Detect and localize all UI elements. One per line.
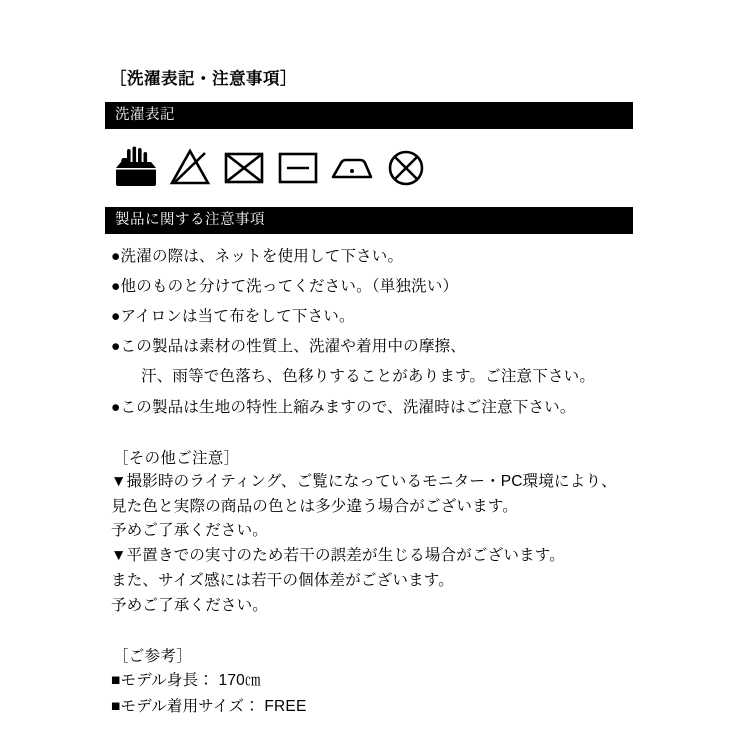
other-note-line: また、サイズ感には若干の個体差がございます。 (111, 571, 454, 589)
iron-low-icon (329, 144, 375, 190)
reference-heading: ［ご参考］ (113, 648, 193, 666)
list-item: ●この製品は生地の特性上縮みますので、洗濯時はご注意下さい。 (111, 398, 576, 416)
list-item: 汗、雨等で色落ち、色移りすることがあります。ご注意下さい。 (141, 368, 596, 386)
other-note-line: 見た色と実際の商品の色とは多少違う場合がございます。 (111, 497, 518, 515)
hand-wash-icon (113, 144, 159, 190)
drip-dry-flat-icon (275, 144, 321, 190)
product-notice-list (105, 244, 640, 420)
list-item: ●アイロンは当て布をして下さい。 (111, 308, 355, 326)
model-size-line: ■モデル着用サイズ： FREE (111, 697, 307, 715)
model-height-line: ■モデル身長： 170㎝ (111, 672, 261, 690)
do-not-tumble-dry-icon (221, 144, 267, 190)
list-item: ●この製品は素材の性質上、洗濯や着用中の摩擦、 (111, 338, 466, 356)
product-notice-band: 製品に関する注意事項 (105, 207, 633, 234)
page-title: ［洗濯表記・注意事項］ (110, 70, 297, 88)
other-note-line: 予めご了承ください。 (111, 522, 269, 540)
care-symbol-row (113, 141, 640, 193)
other-note-line: ▼撮影時のライティング、ご覧になっているモニター・PC環境により、 (111, 472, 617, 490)
list-item: ●他のものと分けて洗ってください。（単独洗い） (111, 278, 459, 296)
wash-symbols-band: 洗濯表記 (105, 102, 633, 129)
other-note-line: ▼平置きでの実寸のため若干の誤差が生じる場合がございます。 (111, 547, 565, 565)
do-not-bleach-icon (167, 144, 213, 190)
other-notes-heading: ［その他ご注意］ (113, 449, 240, 467)
list-item: ●洗濯の際は、ネットを使用して下さい。 (111, 248, 404, 266)
other-note-line: 予めご了承ください。 (111, 596, 269, 614)
do-not-dry-clean-icon (383, 144, 429, 190)
